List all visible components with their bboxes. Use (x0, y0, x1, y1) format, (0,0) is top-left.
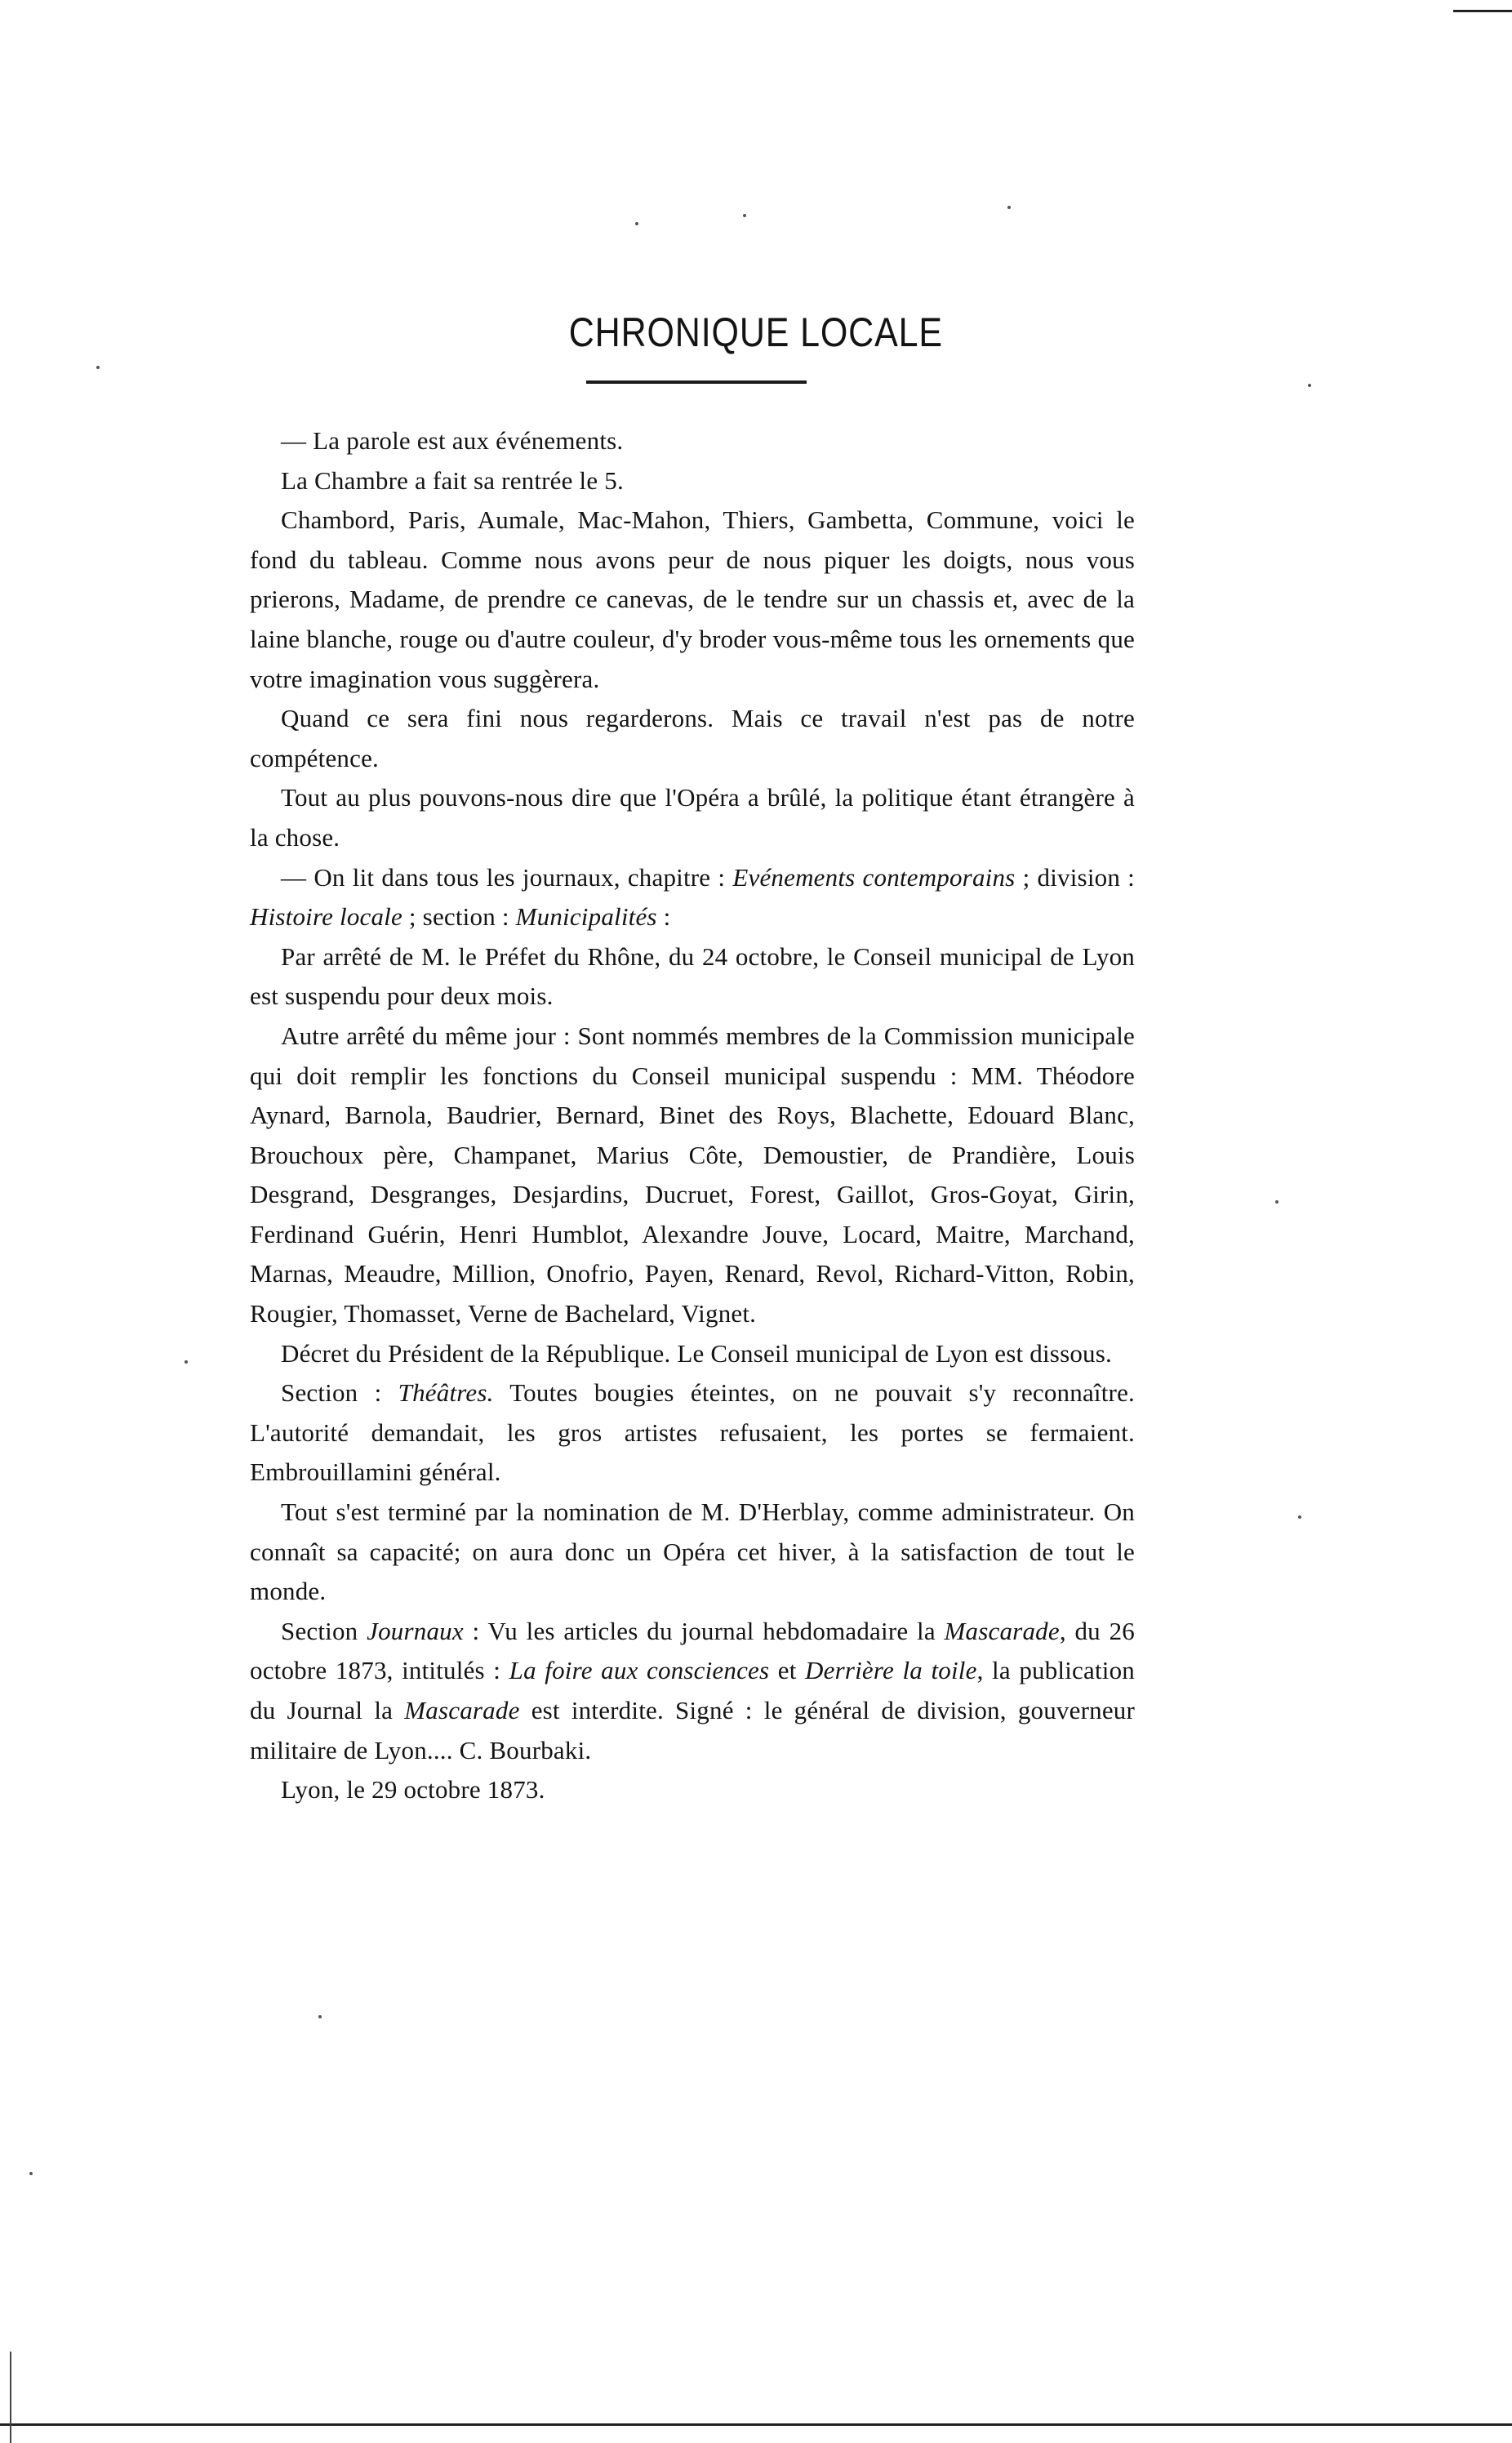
text-run: ; division : (1015, 862, 1135, 892)
scan-speck (1007, 206, 1011, 209)
text-run: , la publication du Journal la (250, 1656, 1135, 1724)
scan-speck (743, 214, 746, 217)
scan-speck (29, 2172, 33, 2175)
scan-speck (96, 366, 100, 369)
text-run: Section : (281, 1378, 398, 1408)
paragraph (250, 937, 1135, 1017)
scan-speck (1275, 1200, 1279, 1204)
text-run: Décret du Président de la République. Le Conseil municipal de Lyon est dissous. (281, 1338, 1112, 1368)
paragraph (250, 421, 1135, 461)
scan-edge-top (1453, 10, 1512, 12)
italic-text: Municipalités (515, 902, 657, 932)
text-run: est interdite. Signé : le général de division, gouverneur militaire de Lyon.... C. Bourbaki. (250, 1696, 1135, 1764)
text-run: La Chambre a fait sa rentrée le 5. (281, 465, 624, 495)
text-run: Autre arrêté du même jour : Sont nommés membres de la Commission municipale qui doit remplir les fonctions du Conseil municipal suspendu : MM. Théodore Aynard, Barnola, Baudrier, Bernard, Binet des Roys, Blachette, Edouard Blanc, Brouchoux père, Champanet, Marius Côte, Demoustier, de Prandière, Louis Desgrand, Desgranges, Desjardins, Ducruet, Forest, Gaillot, Gros-Goyat, Girin, Ferdinand Guérin, Henri Humblot, Alexandre Jouve, Locard, Maitre, Marchand, Marnas, Meaudre, Million, Onofrio, Payen, Renard, Revol, Richard-Vitton, Robin, Rougier, Thomasset, Verne de Bachelard, Vignet. (250, 1021, 1135, 1328)
page-title: CHRONIQUE LOCALE (568, 309, 943, 355)
text-run: : Vu les articles du journal hebdomadaire la (463, 1616, 945, 1645)
text-run: et (769, 1656, 806, 1685)
text-run: Chambord, Paris, Aumale, Mac-Mahon, Thiers, Gambetta, Commune, voici le fond du tableau. Comme nous avons peur de nous piquer les doigts, nous vous prierons, Madame, de prendre ce canevas, de le tendre sur un chassis et, avec de la laine blanche, rouge ou d'autre couleur, d'y broder vous-même tous les ornements que votre imagination vous suggèrera. (250, 505, 1135, 693)
text-run: ; section : (402, 902, 516, 932)
italic-text: Journaux (367, 1616, 464, 1645)
italic-text: La foire aux consciences (509, 1656, 770, 1685)
paragraph (250, 1017, 1135, 1334)
scan-speck (1308, 384, 1311, 387)
paragraph (250, 1334, 1135, 1374)
paragraph (250, 501, 1135, 699)
text-run: Par arrêté de M. le Préfet du Rhône, du 24 octobre, le Conseil municipal de Lyon est suspendu pour deux mois. (250, 941, 1135, 1011)
italic-text: Mascarade (404, 1696, 520, 1724)
paragraph (250, 858, 1135, 937)
italic-text: Derrière la toile (805, 1656, 977, 1685)
paragraph (250, 461, 1135, 501)
scan-speck (1298, 1515, 1301, 1519)
italic-text: Histoire locale (250, 902, 402, 932)
paragraph (250, 1612, 1135, 1770)
article-body (250, 421, 1135, 1810)
scan-speck (635, 222, 638, 225)
paragraph (250, 1770, 1135, 1810)
title-rule (586, 380, 807, 384)
text-run: Tout s'est terminé par la nomination de M. D'Herblay, comme administrateur. On connaît sa capacité; on aura donc un Opéra cet hiver, à la satisfaction de tout le monde. (250, 1497, 1135, 1606)
text-run: — La parole est aux événements. (281, 426, 624, 455)
scan-edge-left (10, 2352, 11, 2443)
text-run: Section (281, 1616, 367, 1645)
text-run: Quand ce sera fini nous regarderons. Mais ce travail n'est pas de notre compétence. (250, 704, 1135, 772)
paragraph (250, 1493, 1135, 1612)
text-run: — On lit dans tous les journaux, chapitre : (281, 862, 733, 892)
paragraph (250, 778, 1135, 857)
text-run: Tout au plus pouvons-nous dire que l'Opéra a brûlé, la politique étant étrangère à la chose. (250, 783, 1135, 852)
scan-speck (318, 2015, 322, 2018)
text-run: Toutes bougies éteintes, on ne pouvait s'y reconnaître. L'autorité demandait, les gros artistes refusaient, les portes se fermaient. Embrouillamini général. (250, 1378, 1135, 1487)
text-run: Lyon, le 29 octobre 1873. (281, 1775, 545, 1804)
text-run: , du 26 octobre 1873, intitulés : (250, 1616, 1136, 1685)
text-run: : (656, 902, 671, 932)
scan-speck (185, 1360, 188, 1364)
italic-text: Mascarade (944, 1616, 1060, 1645)
paragraph (250, 699, 1135, 778)
scan-edge-bottom (0, 2423, 1512, 2426)
paragraph (250, 1373, 1135, 1493)
italic-text: Evénements contemporains (732, 862, 1016, 892)
italic-text: Théâtres. (398, 1378, 494, 1408)
